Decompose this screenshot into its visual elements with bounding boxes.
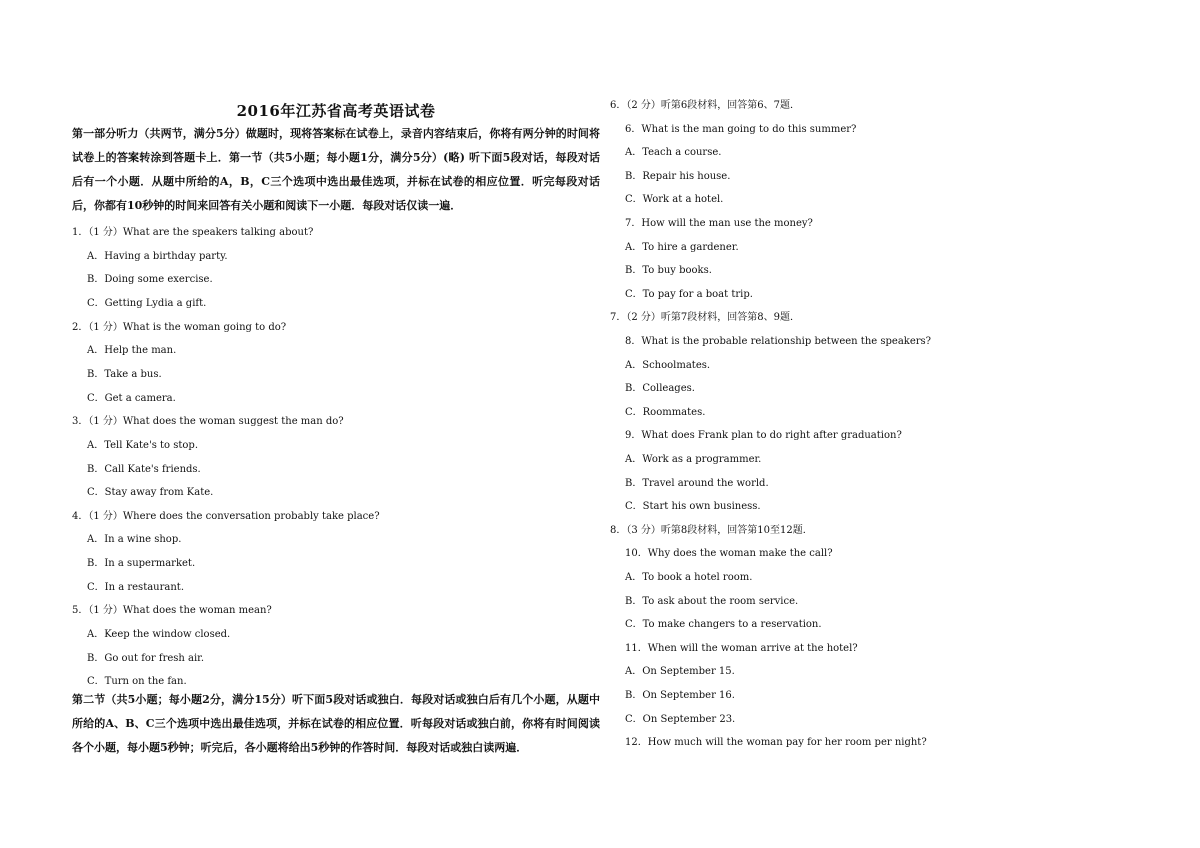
answer-option: B．To ask about the room service.	[625, 595, 799, 607]
answer-option: B．On September 16.	[625, 690, 735, 701]
answer-option: A．Keep the window closed.	[87, 629, 231, 641]
question-line: 3．（1 分）What does the woman suggest the man do?	[72, 416, 344, 428]
question-line: 7．How will the man use the money?	[625, 218, 813, 229]
exam-title: 2016年江苏省高考英语试卷	[236, 102, 436, 120]
answer-option: C．Stay away from Kate.	[87, 487, 214, 499]
question-line: 5．（1 分）What does the woman mean?	[72, 605, 272, 617]
answer-option: C．Work at a hotel.	[625, 194, 724, 206]
answer-option: C．Get a camera.	[87, 392, 176, 404]
answer-option: B．Travel around the world.	[625, 477, 769, 489]
answer-option: B．In a supermarket.	[87, 558, 196, 570]
answer-option: C．To pay for a boat trip.	[625, 288, 753, 300]
question-line: 2．（1 分）What is the woman going to do?	[72, 321, 287, 333]
question-line: 10．Why does the woman make the call?	[625, 548, 833, 560]
answer-option: C．Roommates.	[625, 406, 706, 418]
question-line: 1．（1 分）What are the speakers talking about?	[72, 227, 314, 238]
answer-option: A．To book a hotel room.	[625, 572, 753, 583]
answer-option: A．In a wine shop.	[87, 534, 182, 546]
section-heading: 8．（3 分）听第8段材料，回答第10至12题．	[610, 524, 813, 536]
answer-option: A．Help the man.	[87, 345, 177, 357]
question-line: 8．What is the probable relationship between the speakers?	[625, 336, 932, 347]
answer-option: A．Schoolmates.	[625, 359, 711, 371]
answer-option: A．To hire a gardener.	[625, 241, 739, 253]
answer-option: B．Go out for fresh air.	[87, 652, 205, 664]
answer-option: A．Tell Kate's to stop.	[87, 439, 199, 451]
question-line: 11．When will the woman arrive at the hotel?	[625, 642, 858, 654]
question-line: 12．How much will the woman pay for her room per night?	[625, 737, 927, 749]
answer-option: C．To make changers to a reservation.	[625, 619, 822, 631]
question-line: 4．（1 分）Where does the conversation probably take place?	[72, 510, 380, 522]
answer-option: C．Getting Lydia a gift.	[87, 297, 207, 309]
answer-option: A．Having a birthday party.	[87, 250, 228, 262]
answer-option: B．Doing some exercise.	[87, 274, 213, 286]
question-line: 6．What is the man going to do this summer?	[625, 123, 857, 135]
part1-instructions: 第一部分听力（共两节，满分5分）做题时，现将答案标在试卷上，录音内容结束后，你将有两分钟的时间将试卷上的答案转涂到答题卡上．第一节（共5小题；每小题1分，满分5分）(略) 听下面5段对话，每段对话后有一个小题．从题中所给的A，B，C三个选项中选出最佳选项，并标在试卷的相应位置．听完每段对话后，你都有10秒钟的时间来回答有关小题和阅读下一小题．每段对话仅读一遍．	[72, 127, 600, 212]
answer-option: A．Teach a course.	[625, 147, 722, 159]
section2-instructions: 第二节（共5小题；每小题2分，满分15分）听下面5段对话或独白．每段对话或独白后有几个小题，从题中所给的A、B、C三个选项中选出最佳选项，并标在试卷的相应位置．听每段对话或独白前，你将有时间阅读各个小题，每小题5秒钟；听完后，各小题将给出5秒钟的作答时间．每段对话或独白读两遍．	[72, 693, 600, 754]
answer-option: C．Turn on the fan.	[87, 676, 187, 688]
section-heading: 6．（2 分）听第6段材料，回答第6、7题．	[610, 100, 800, 111]
answer-option: C．Start his own business.	[625, 501, 761, 513]
answer-option: C．On September 23.	[625, 713, 736, 725]
question-line: 9．What does Frank plan to do right after graduation?	[625, 430, 902, 442]
answer-option: B．Take a bus.	[87, 368, 162, 380]
answer-option: A．On September 15.	[625, 666, 735, 678]
answer-option: B．To buy books.	[625, 265, 712, 277]
answer-option: C．In a restaurant.	[87, 581, 184, 593]
answer-option: B．Colleages.	[625, 383, 695, 395]
answer-option: B．Repair his house.	[625, 170, 731, 182]
section-heading: 7．（2 分）听第7段材料，回答第8、9题．	[610, 312, 800, 324]
answer-option: A．Work as a programmer.	[625, 454, 762, 465]
answer-option: B．Call Kate's friends.	[87, 463, 201, 475]
